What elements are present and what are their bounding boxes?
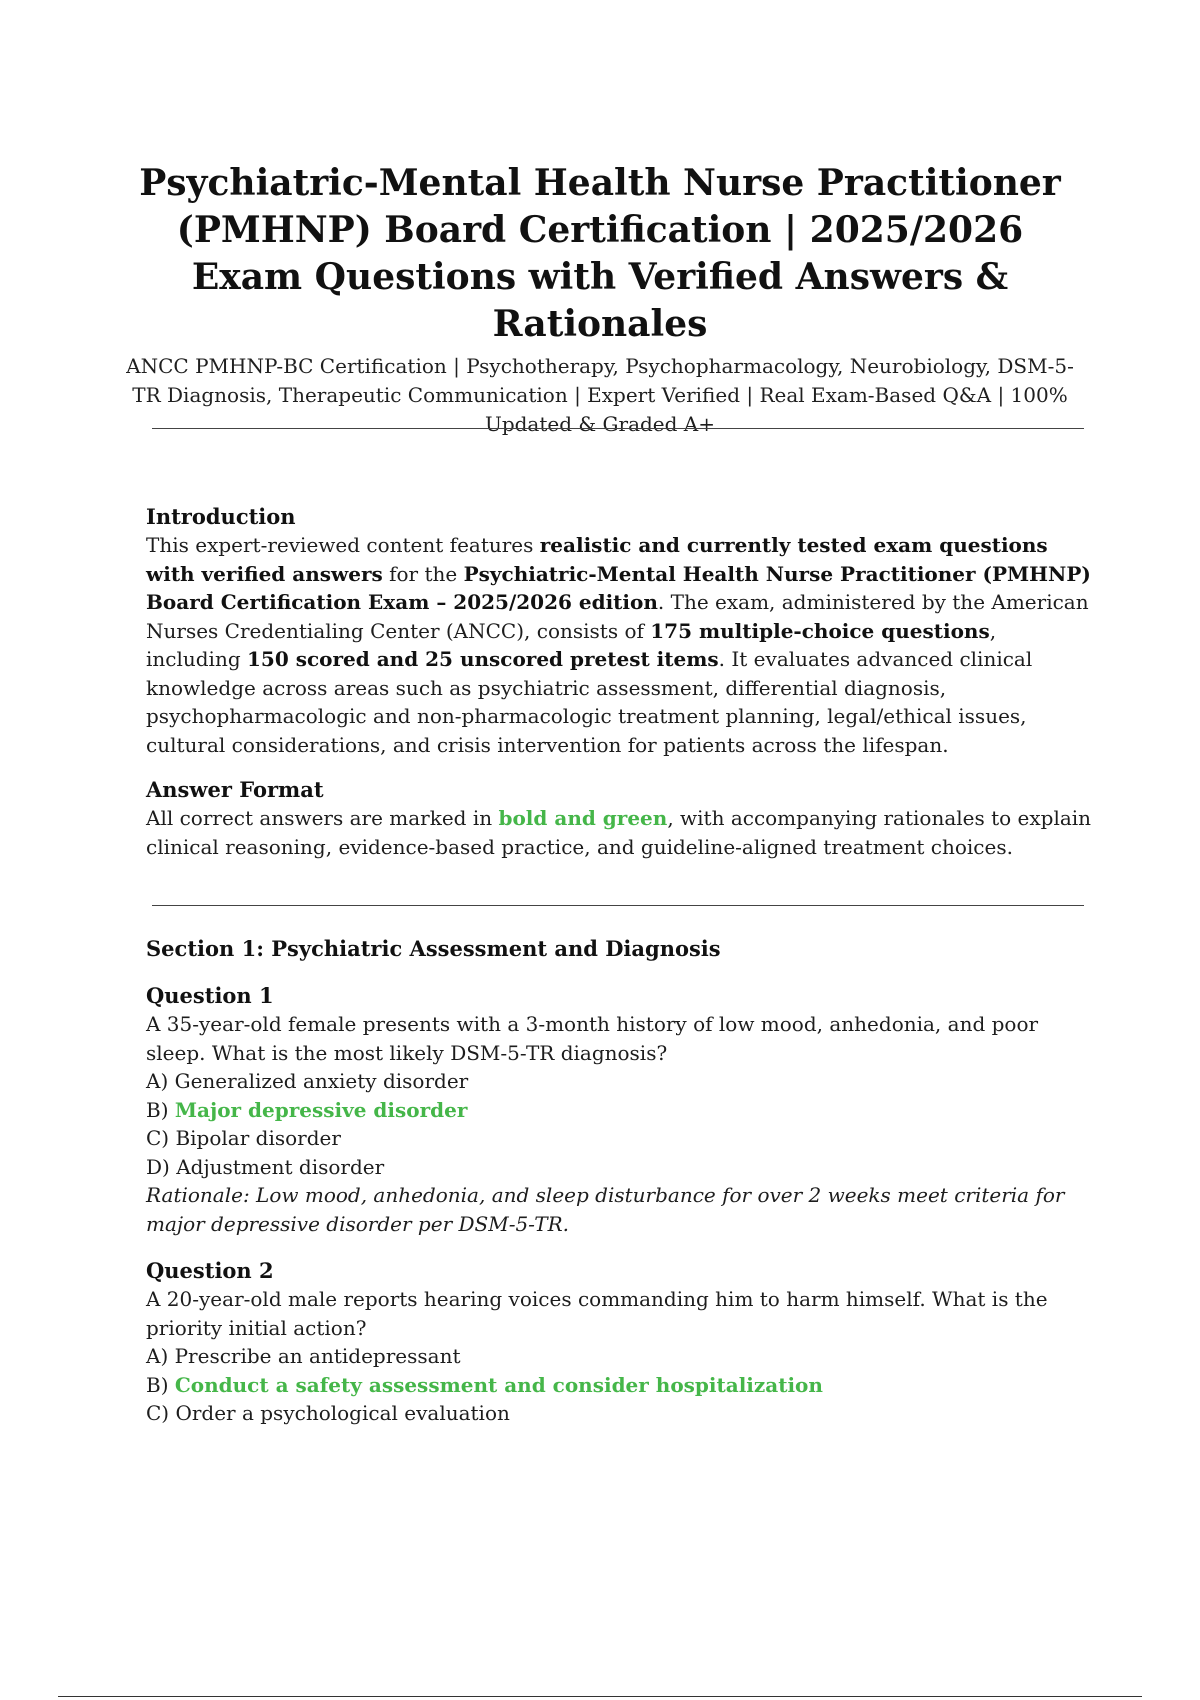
answer-format-green-text: bold and green [498,806,668,830]
question-2-option-a: A) Prescribe an antidepressant [146,1344,461,1368]
question-1-rationale: Rationale: Low mood, anhedonia, and sleep disturbance for over 2 weeks meet criteria for major depressive disorder per DSM-5-TR. [146,1183,1065,1236]
intro-block [146,502,1096,861]
spacer [146,963,1096,981]
page-bottom-rule [58,1696,1142,1697]
question-2-heading: Question 2 [146,1258,274,1283]
answer-format-text-1: All correct answers are marked in [146,806,499,830]
question-1-stem: A 35-year-old female presents with a 3-month history of low mood, anhedonia, and poor sleep. What is the most likely DSM-5-TR diagnosis? [146,1012,1039,1065]
question-1 [146,981,1096,1238]
intro-text-2: for the [382,561,464,586]
title-block [120,160,1080,439]
question-2-option-b-prefix: B) [146,1372,175,1397]
question-2-option-b [146,1371,1096,1400]
intro-text-4: , including [146,618,997,671]
intro-paragraph [146,531,1096,759]
spacer [146,1238,1096,1256]
question-1-option-b-prefix: B) [146,1097,175,1122]
divider-top [152,428,1084,429]
divider-middle [152,905,1084,906]
intro-bold-4: 150 scored and 25 unscored pretest items [247,647,719,671]
intro-bold-1: realistic and currently tested exam questions with verified answers [146,533,1048,586]
document-title: Psychiatric-Mental Health Nurse Practitioner (PMHNP) Board Certification | 2025/2026 Exam Questions with Verified Answers & Rationales [139,162,1061,345]
question-1-correct-answer: Major depressive disorder [174,1097,468,1122]
intro-text-5: . It evaluates advanced clinical knowledge across areas such as psychiatric assessment, differential diagnosis, psychopharmacologic and non-pharmacologic treatment planning, legal/ethical issues, cultural considerations, and crisis intervention for patients across the lifespan. [146,647,1033,757]
spacer [146,759,1096,775]
question-1-option-d: D) Adjustment disorder [146,1154,385,1179]
answer-format-heading: Answer Format [146,777,324,802]
question-2-stem: A 20-year-old male reports hearing voices commanding him to harm himself. What is the priority initial action? [146,1287,1048,1340]
document-subtitle: ANCC PMHNP-BC Certification | Psychotherapy, Psychopharmacology, Neurobiology, DSM-5-TR Diagnosis, Therapeutic Communication | Expert Verified | Real Exam-Based Q&A | 100% Updated & Graded A+ [126,354,1074,436]
question-2 [146,1256,1096,1428]
section-1-heading: Section 1: Psychiatric Assessment and Diagnosis [146,936,721,961]
intro-heading: Introduction [146,504,296,529]
question-1-heading: Question 1 [146,983,274,1008]
intro-bold-2: Psychiatric-Mental Health Nurse Practitioner (PMHNP) Board Certification Exam – 2025/2026 edition [146,561,1091,614]
question-1-option-b [146,1096,1096,1125]
section-1-block [146,934,1096,1428]
answer-format-paragraph [146,804,1096,861]
intro-bold-3: 175 multiple-choice questions [650,618,990,643]
intro-text-3: . The exam, administered by the American Nurses Credentialing Center (ANCC), consists of [146,590,1089,643]
question-1-option-a: A) Generalized anxiety disorder [146,1069,469,1093]
question-1-option-c: C) Bipolar disorder [146,1126,341,1150]
intro-text-1: This expert-reviewed content features [146,533,540,557]
question-2-correct-answer: Conduct a safety assessment and consider hospitalization [174,1372,823,1397]
question-2-option-c: C) Order a psychological evaluation [146,1401,510,1425]
answer-format-text-2: , with accompanying rationales to explain clinical reasoning, evidence-based practice, and guideline-aligned treatment choices. [146,806,1092,859]
